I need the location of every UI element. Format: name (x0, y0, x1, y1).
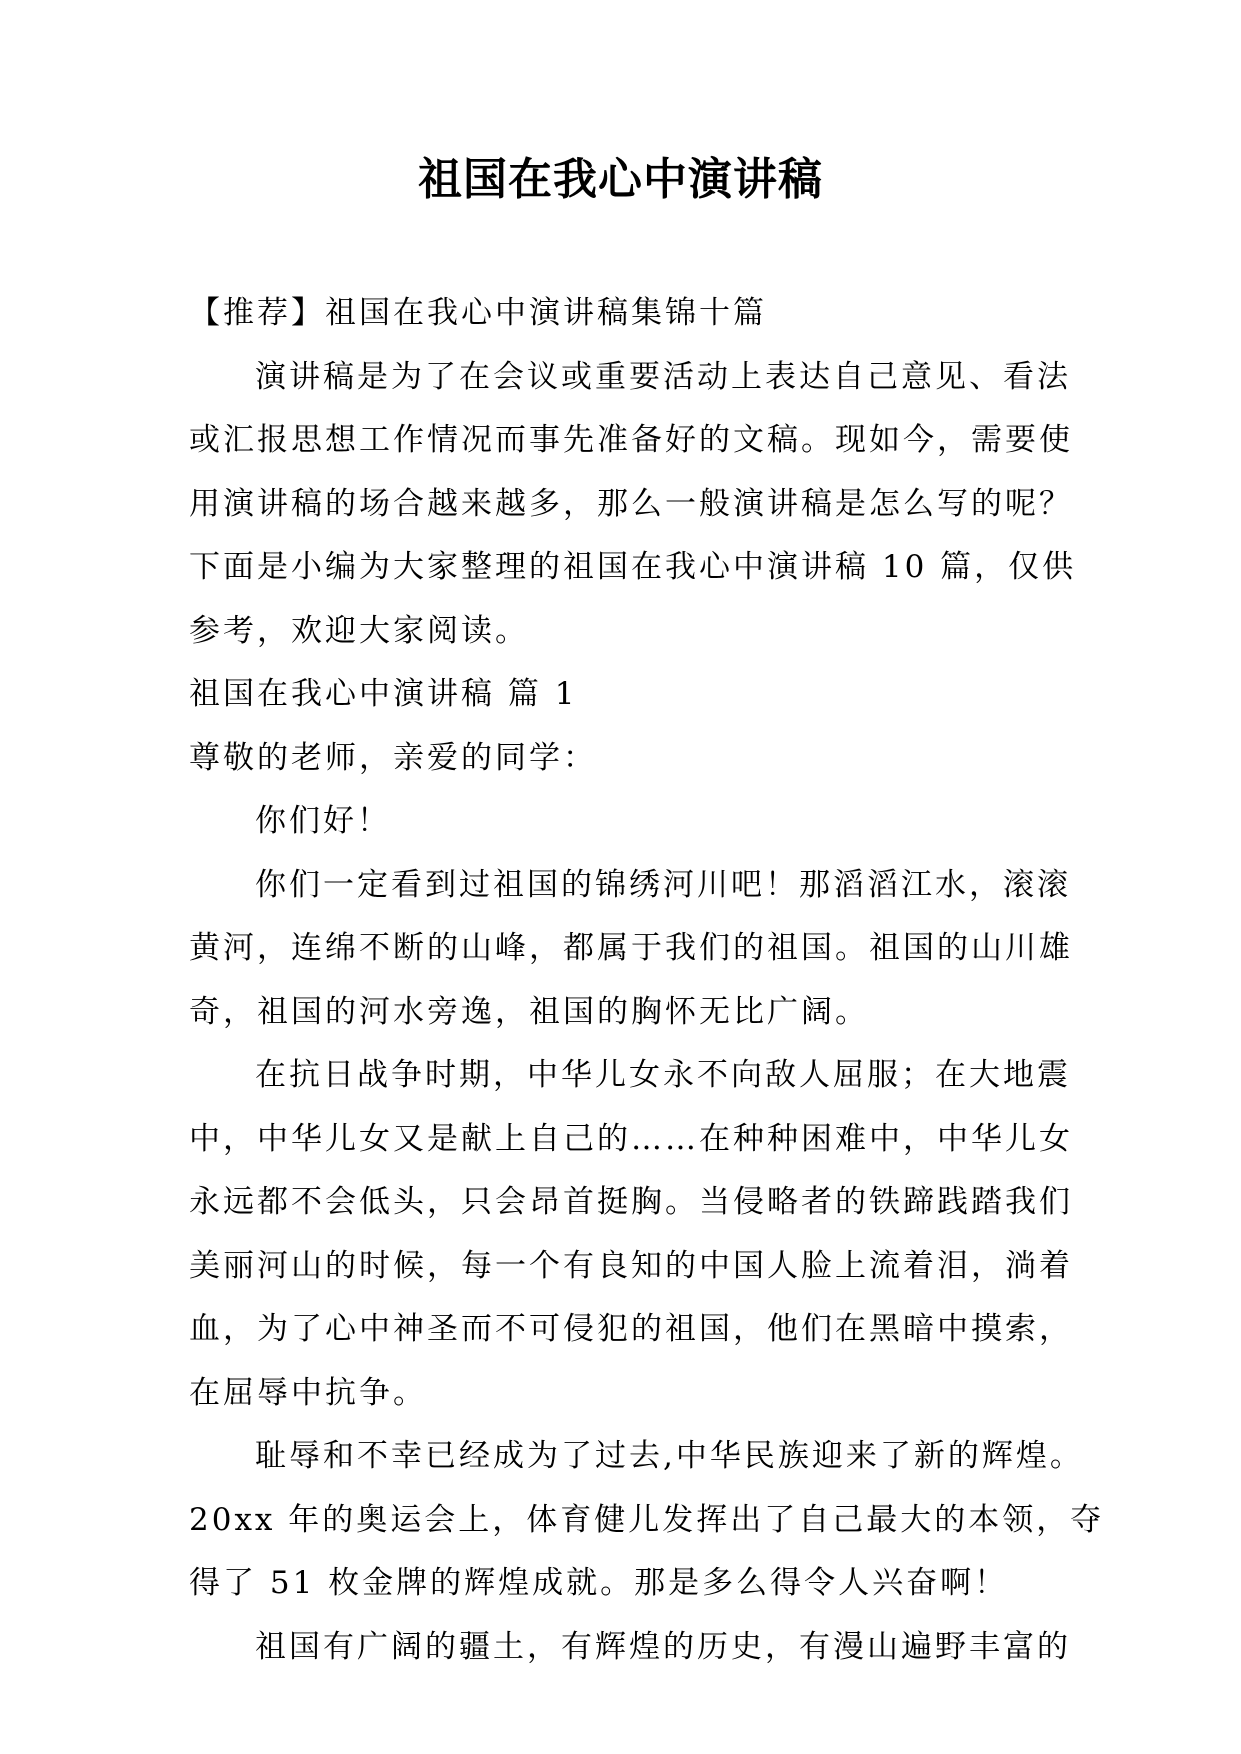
text-line: 你们一定看到过祖国的锦绣河川吧！那滔滔江水，滚滚 (255, 866, 1071, 903)
text-line: 下面是小编为大家整理的祖国在我心中演讲稿 10 篇，仅供 (189, 549, 1077, 585)
document-body (189, 282, 1105, 1679)
document-title: 祖国在我心中演讲稿 (418, 154, 823, 205)
text-line: 用演讲稿的场合越来越多，那么一般演讲稿是怎么写的呢？ (189, 485, 1073, 522)
text-line: 血，为了心中神圣而不可侵犯的祖国，他们在黑暗中摸索， (189, 1311, 1073, 1347)
text-line: 【推荐】祖国在我心中演讲稿集锦十篇 (189, 295, 767, 331)
text-line: 美丽河山的时候，每一个有良知的中国人脸上流着泪，淌着 (189, 1247, 1073, 1284)
text-line: 永远都不会低头，只会昂首挺胸。当侵略者的铁蹄践踏我们 (189, 1184, 1073, 1220)
text-line: 尊敬的老师，亲爱的同学： (189, 739, 597, 776)
text-line: 演讲稿是为了在会议或重要活动上表达自己意见、看法 (255, 358, 1071, 395)
text-line: 20xx 年的奥运会上，体育健儿发挥出了自己最大的本领，夺 (189, 1501, 1105, 1538)
text-line: 在抗日战争时期，中华儿女永不向敌人屈服；在大地震 (255, 1057, 1071, 1093)
text-line: 或汇报思想工作情况而事先准备好的文稿。现如今，需要使 (189, 422, 1073, 458)
text-line: 中，中华儿女又是献上自己的……在种种困难中，中华儿女 (189, 1120, 1073, 1157)
text-line: 奇，祖国的河水旁逸，祖国的胸怀无比广阔。 (189, 993, 869, 1030)
text-line: 你们好！ (255, 803, 391, 839)
text-line: 祖国在我心中演讲稿 篇 1 (189, 676, 578, 712)
text-line: 参考，欢迎大家阅读。 (189, 612, 529, 649)
text-line: 在屈辱中抗争。 (189, 1374, 427, 1411)
text-line: 耻辱和不幸已经成为了过去,中华民族迎来了新的辉煌。 (255, 1438, 1084, 1474)
text-line: 黄河，连绵不断的山峰，都属于我们的祖国。祖国的山川雄 (189, 930, 1073, 966)
text-line: 得了 51 枚金牌的辉煌成就。那是多么得令人兴奋啊！ (189, 1565, 1009, 1601)
text-line: 祖国有广阔的疆土，有辉煌的历史，有漫山遍野丰富的 (255, 1628, 1071, 1665)
